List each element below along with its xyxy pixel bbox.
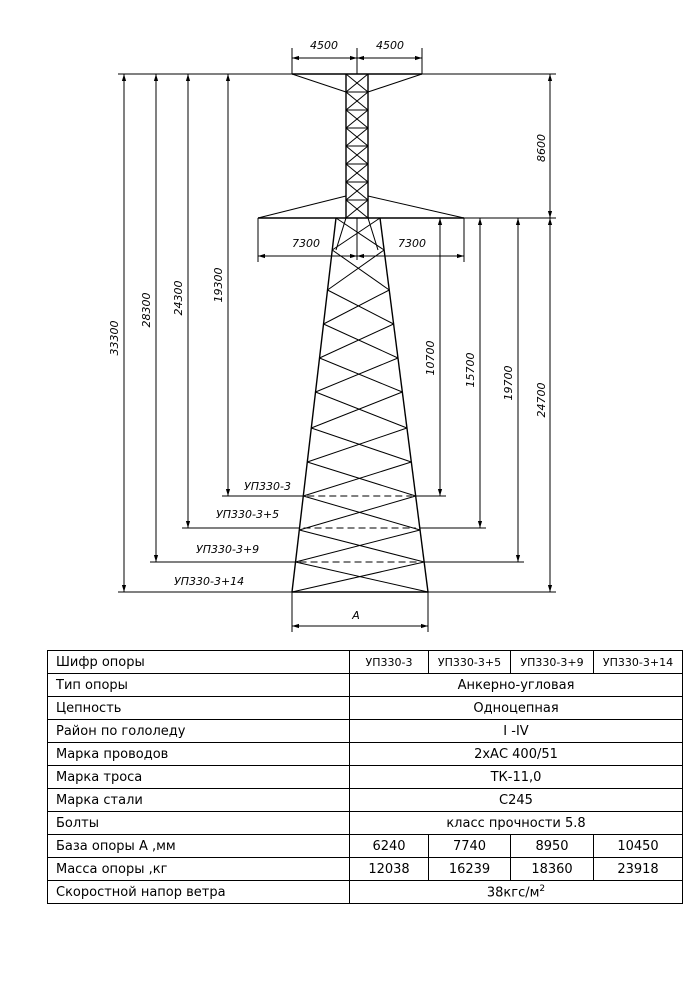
body-brace	[324, 324, 398, 358]
body-leg-left	[292, 218, 336, 592]
row-label: Цепность	[48, 697, 350, 720]
base-value: 7740	[429, 835, 511, 858]
body-brace	[328, 290, 394, 324]
height-8600: 8600	[535, 134, 548, 162]
body-brace	[311, 392, 402, 428]
table-row	[48, 697, 683, 720]
height-19700: 19700	[502, 365, 515, 401]
row-value: 2хАС 400/51	[350, 743, 683, 766]
body-leg-right	[380, 218, 428, 592]
variant-label-2: УП330-3+5	[216, 508, 280, 521]
variant-label-4: УП330-3+14	[174, 575, 245, 588]
base-label: База опоры А ,мм	[48, 835, 350, 858]
tower-lattice	[258, 74, 464, 592]
height-28300: 28300	[140, 292, 153, 328]
body-brace	[296, 530, 421, 562]
variant-header-2: УП330-3+5	[429, 651, 511, 674]
row-value: класс прочности 5.8	[350, 812, 683, 835]
row-value: I -IV	[350, 720, 683, 743]
variant-label-3: УП330-3+9	[196, 543, 260, 556]
row-value: ТК-11,0	[350, 766, 683, 789]
body-brace	[324, 290, 390, 324]
arm-dim-right: 7300	[398, 237, 426, 250]
wind-label: Скоростной напор ветра	[48, 881, 350, 904]
table-row	[48, 720, 683, 743]
height-10700: 10700	[424, 340, 437, 376]
row-label: Марка стали	[48, 789, 350, 812]
table-row-mass	[48, 858, 683, 881]
body-brace	[303, 496, 420, 530]
body-brace	[299, 496, 415, 530]
body-brace	[311, 428, 411, 462]
body-brace	[307, 462, 415, 496]
mass-value: 12038	[350, 858, 429, 881]
table-row	[48, 812, 683, 835]
lower-crossarm-brace	[368, 196, 464, 218]
body-brace	[320, 324, 394, 358]
height-15700: 15700	[464, 352, 477, 388]
table-row-wind	[48, 881, 683, 904]
top-crossarm-brace	[368, 74, 422, 92]
row-label: Марка троса	[48, 766, 350, 789]
table-row	[48, 766, 683, 789]
height-33300: 33300	[108, 320, 121, 356]
body-brace	[303, 462, 411, 496]
variant-header-1: УП330-3	[350, 651, 429, 674]
wind-value-cell	[350, 881, 683, 904]
body-brace	[336, 218, 384, 250]
height-24700: 24700	[535, 382, 548, 418]
lower-crossarm-brace	[258, 196, 346, 218]
row-value: С245	[350, 789, 683, 812]
table-row	[48, 743, 683, 766]
table-row	[48, 674, 683, 697]
top-dim-right: 4500	[376, 39, 404, 52]
height-19300: 19300	[212, 267, 225, 303]
spec-table	[47, 650, 683, 904]
mass-value: 16239	[429, 858, 511, 881]
body-brace	[296, 562, 428, 592]
body-brace	[292, 562, 424, 592]
base-value: 6240	[350, 835, 429, 858]
arm-dim-left: 7300	[292, 237, 320, 250]
top-crossarm-brace	[292, 74, 346, 92]
mass-value: 23918	[594, 858, 683, 881]
row-label: Марка проводов	[48, 743, 350, 766]
variant-header-4: УП330-3+14	[594, 651, 683, 674]
row-label: Тип опоры	[48, 674, 350, 697]
mass-label: Масса опоры ,кг	[48, 858, 350, 881]
table-row-base	[48, 835, 683, 858]
header-label: Шифр опоры	[48, 651, 350, 674]
top-dim-left: 4500	[310, 39, 338, 52]
base-width-label: A	[352, 609, 360, 622]
base-value: 10450	[594, 835, 683, 858]
row-label: Район по гололеду	[48, 720, 350, 743]
table-row	[48, 789, 683, 812]
body-brace	[299, 530, 424, 562]
lower-crossarm-brace	[336, 218, 346, 250]
height-24300: 24300	[172, 280, 185, 316]
row-value: Анкерно-угловая	[350, 674, 683, 697]
variant-label-1: УП330-3	[244, 480, 291, 493]
row-label: Болты	[48, 812, 350, 835]
wind-unit-exponent: 2	[539, 883, 546, 894]
body-brace	[316, 358, 398, 392]
wind-value: 38кгс/м	[486, 885, 540, 901]
mass-value: 18360	[511, 858, 594, 881]
base-value: 8950	[511, 835, 594, 858]
table-row-header	[48, 651, 683, 674]
variant-header-3: УП330-3+9	[511, 651, 594, 674]
body-brace	[307, 428, 407, 462]
dimension-lines	[118, 48, 556, 632]
row-value: Одноцепная	[350, 697, 683, 720]
body-brace	[316, 392, 407, 428]
body-brace	[320, 358, 403, 392]
